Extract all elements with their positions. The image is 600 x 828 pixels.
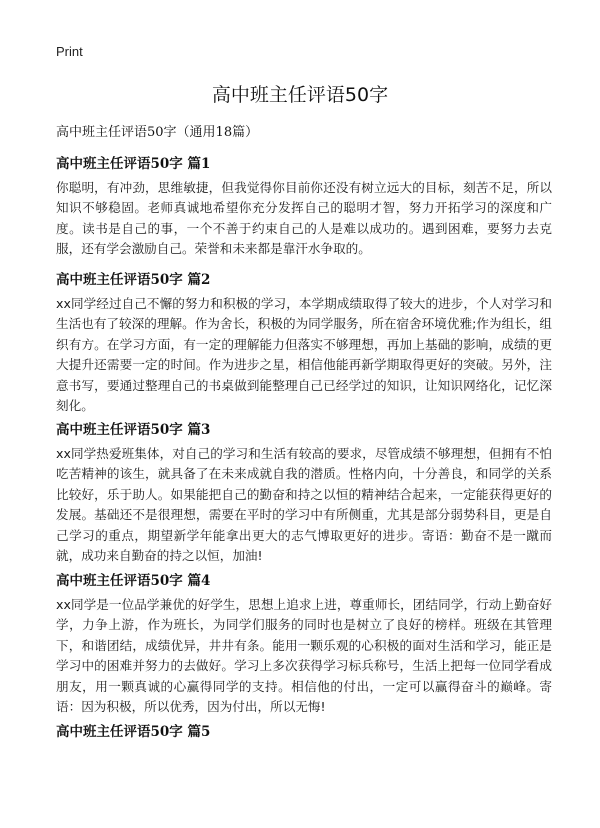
section-heading-4: 高中班主任评语50字 篇4 [56, 573, 211, 589]
section-heading-5: 高中班主任评语50字 篇5 [56, 724, 211, 740]
section-body-1: 你聪明，有冲劲，思维敏捷，但我觉得你目前你还没有树立远大的目标，刻苦不足，所以知识不够稳固。老师真诚地希望你充分发挥自己的聪明才智，努力开拓学习的深度和广度。读书是自己的事，一个不善于约束自己的人是难以成功的。遇到困难，要努力去克服，还有学会激励自己。荣誉和未来都是靠汗水争取的。 [56, 180, 552, 257]
section-body-4: xx同学是一位品学兼优的好学生，思想上追求上进，尊重师长，团结同学，行动上勤奋好学，力争上游，作为班长，为同学们服务的同时也是树立了良好的榜样。班级在其管理下，和谐团结，成绩优异，井井有条。能用一颗乐观的心积极的面对生活和学习，能正是学习中的困难并努力的去做好。学习上多次获得学习标兵称号，生活上把每一位同学看成朋友，用一颗真诚的心赢得同学的支持。相信他的付出，一定可以赢得奋斗的巅峰。寄语：因为积极，所以优秀，因为付出，所以无悔! [56, 597, 552, 715]
section-heading-2: 高中班主任评语50字 篇2 [56, 272, 211, 288]
section-heading-1: 高中班主任评语50字 篇1 [56, 156, 211, 172]
section-body-2: xx同学经过自己不懈的努力和积极的学习，本学期成绩取得了较大的进步，个人对学习和生活也有了较深的理解。作为舍长，积极的为同学服务，所在宿舍环境优雅;作为组长，组织有方。在学习方面，有一定的理解能力但落实不够理想，再加上基础的影响，成绩的更大提升还需要一定的时间。作为进步之星，相信他能再新学期取得更好的突破。另外，注意书写，要通过整理自己的书桌做到能整理自己已经学过的知识，让知识网络化，记忆深刻化。 [56, 296, 552, 414]
print-link[interactable]: Print [56, 44, 83, 59]
section-body-3: xx同学热爱班集体，对自己的学习和生活有较高的要求，尽管成绩不够理想，但拥有不怕吃苦精神的该生，就具备了在未来成就自我的潜质。性格内向，十分善良，和同学的关系比较好，乐于助人。如果能把自己的勤奋和持之以恒的精神结合起来，一定能获得更好的发展。基础还不是很理想，需要在平时的学习中有所侧重，尤其是部分弱势科目，更是自己学习的重点，期望新学年能拿出更大的志气博取更好的进步。寄语：勤奋不是一蹴而就，成功来自勤奋的持之以恒，加油! [56, 446, 552, 564]
document-subtitle: 高中班主任评语50字（通用18篇） [56, 125, 259, 140]
section-heading-3: 高中班主任评语50字 篇3 [56, 422, 211, 438]
page-title: 高中班主任评语50字 [211, 84, 389, 106]
